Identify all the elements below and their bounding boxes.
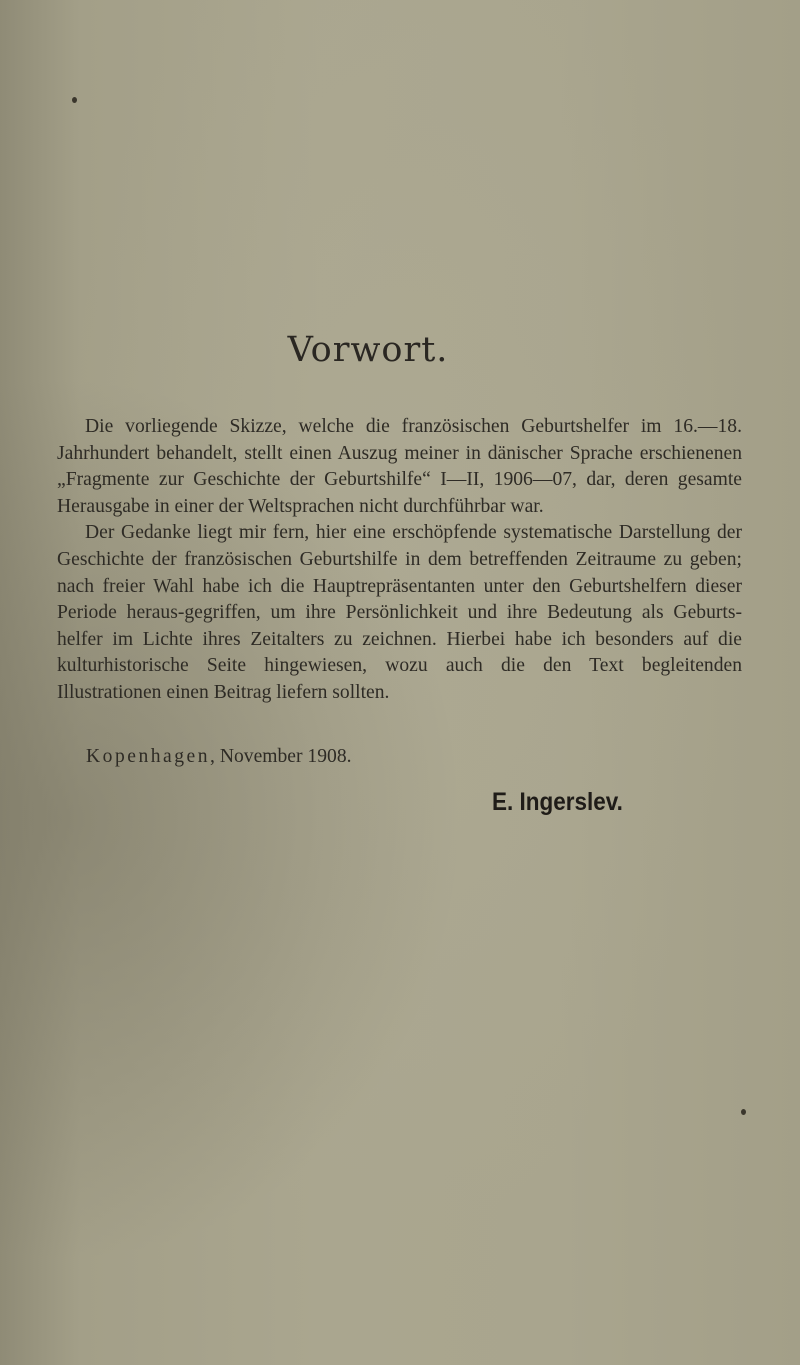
place-name: Kopenhagen bbox=[86, 746, 211, 767]
paragraph-2: Der Gedanke liegt mir fern, hier eine erschöpfende systematische Darstellung der Geschichte der französischen Geburtshilfe in dem betreffenden Zeitraume zu geben; nach freier Wahl habe ich die Hauptrepräsentanten unter den Geburtshelfern dieser Periode heraus-gegriffen, um ihre Persönlichkeit und ihre Bedeutung als Geburts-helfer im Lichte ihres Zeitalters zu zeichnen. Hierbei habe ich besonders auf die kulturhistorische Seite hingewiesen, wozu auch die den Text begleitenden Illustrationen einen Beitrag liefern sollten. bbox=[57, 522, 742, 703]
ink-speck bbox=[741, 1109, 746, 1115]
place-date-line bbox=[86, 746, 352, 768]
ink-speck bbox=[72, 97, 77, 103]
paragraph-1: Die vorliegende Skizze, welche die französischen Geburtshelfer im 16.—18. Jahrhundert behandelt, stellt einen Auszug meiner in dänischer Sprache erschienenen „Fragmente zur Geschichte der Geburtshilfe“ I—II, 1906—07, dar, deren gesamte Herausgabe in einer der Weltsprachen nicht durchführbar war. bbox=[57, 416, 742, 517]
page-title: Vorwort. bbox=[287, 330, 449, 370]
date-text: , November 1908. bbox=[210, 746, 352, 767]
preface-body bbox=[57, 414, 742, 707]
author-signature: E. Ingerslev. bbox=[492, 788, 623, 816]
